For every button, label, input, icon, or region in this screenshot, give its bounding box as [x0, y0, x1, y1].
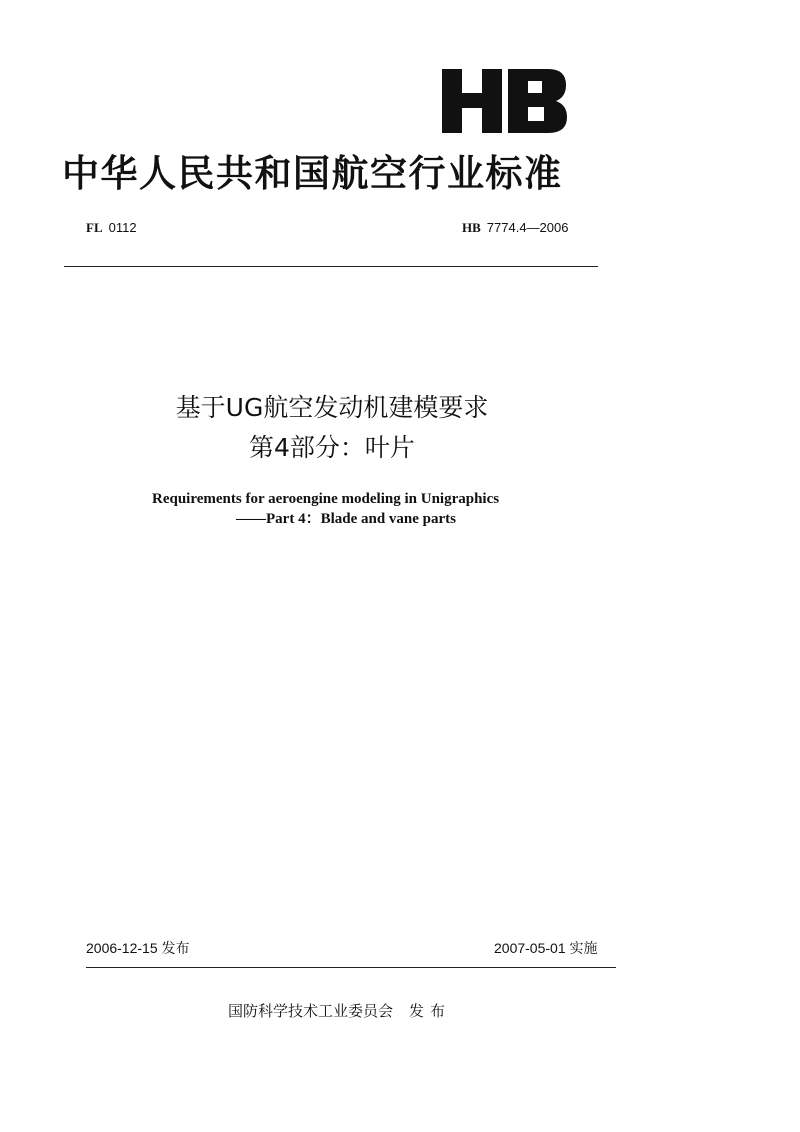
title-en-line1: Requirements for aeroengine modeling in Unigraphics [152, 491, 500, 507]
standard-number-value: 7774.4—2006 [486, 220, 569, 235]
title-cn-line2: 第4部分：叶片 [249, 433, 415, 462]
issuer-name: 国防科学技术工业委员会 [228, 1002, 394, 1020]
classification-code-number: 0112 [108, 220, 137, 235]
title-cn-line1: 基于UG航空发动机建模要求 [175, 393, 489, 422]
hb-logo-icon [440, 67, 568, 135]
footer-divider [86, 967, 616, 968]
agency-title: 中华人民共和国航空行业标准 [62, 152, 563, 195]
publish-date: 2006-12-15 发布 [86, 940, 190, 956]
title-en-line2: ——Part 4：Blade and vane parts [236, 511, 457, 527]
issuer-action: 发布 [409, 1002, 452, 1020]
classification-code-prefix: FL [86, 220, 103, 235]
header-divider [64, 266, 598, 267]
standard-number-prefix: HB [462, 220, 481, 235]
standard-number [462, 218, 568, 239]
standard-logo [436, 66, 568, 136]
issuer [228, 1000, 451, 1022]
classification-code [86, 218, 137, 239]
implement-date: 2007-05-01 实施 [494, 940, 598, 956]
